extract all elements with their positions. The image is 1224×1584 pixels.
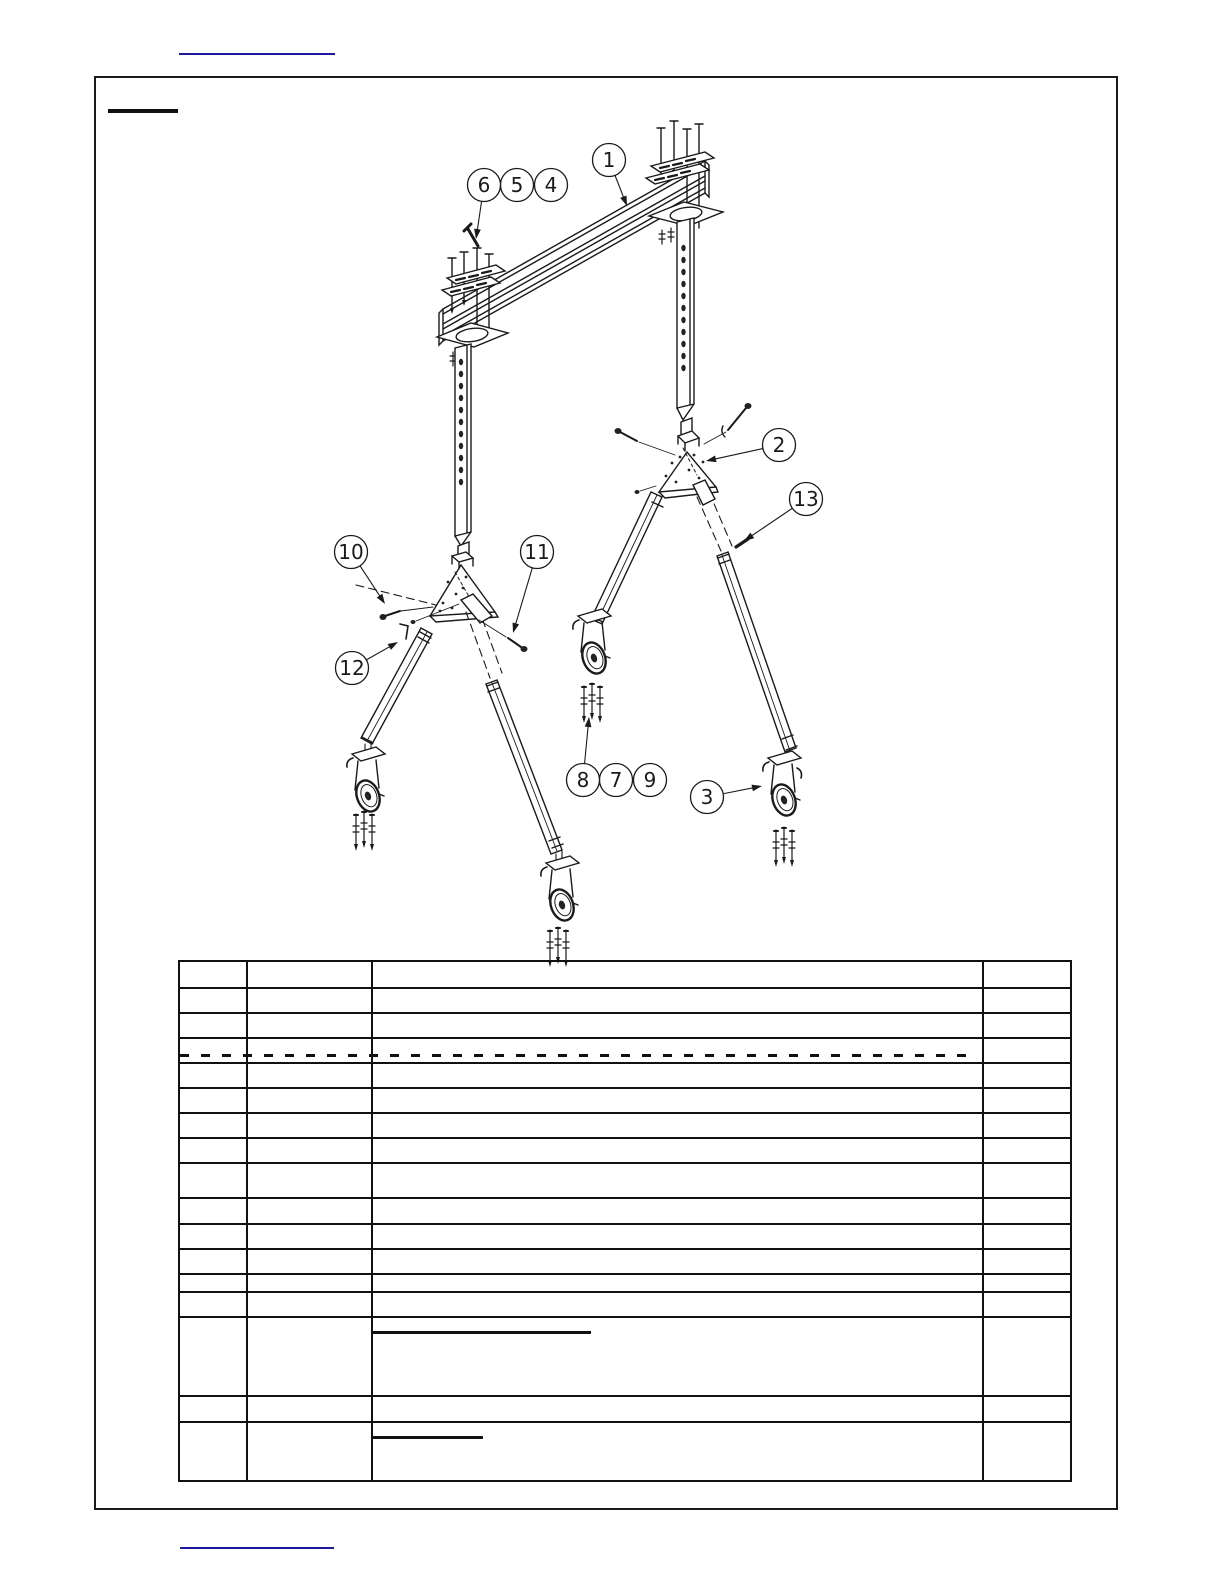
bom-cell bbox=[246, 1139, 371, 1162]
balloon-8 bbox=[567, 717, 600, 797]
caster-rear-right bbox=[763, 751, 802, 819]
bom-cell bbox=[180, 1250, 246, 1273]
bom-cell bbox=[246, 989, 371, 1012]
bom-cell bbox=[180, 1199, 246, 1223]
bom-cell bbox=[180, 989, 246, 1012]
balloon-leader-line bbox=[360, 566, 382, 599]
balloon-leader-line bbox=[515, 568, 533, 627]
bom-cell bbox=[982, 1014, 1070, 1037]
leader-arrowhead bbox=[377, 594, 385, 604]
bom-cell bbox=[246, 1225, 371, 1248]
bom-cell bbox=[246, 1250, 371, 1273]
bom-cell bbox=[982, 1089, 1070, 1112]
balloon-12 bbox=[336, 642, 399, 685]
balloon-leader-line bbox=[723, 787, 756, 794]
bom-cell bbox=[246, 1064, 371, 1087]
bom-cell bbox=[371, 989, 982, 1012]
balloon-number: 10 bbox=[338, 540, 364, 564]
bottom-hyperlink-underline[interactable] bbox=[180, 1547, 334, 1549]
balloon-6 bbox=[468, 169, 501, 240]
balloon-number: 8 bbox=[576, 768, 590, 792]
caster-front-left bbox=[347, 741, 385, 815]
bom-cell bbox=[371, 1164, 982, 1197]
bom-cell bbox=[371, 1275, 982, 1291]
bom-cell bbox=[246, 1293, 371, 1316]
bom-row bbox=[180, 1291, 1070, 1316]
bom-cell bbox=[982, 1225, 1070, 1248]
bom-cell bbox=[982, 1114, 1070, 1137]
left-column bbox=[455, 344, 471, 560]
bom-cell bbox=[180, 1423, 246, 1482]
bom-cell bbox=[371, 1139, 982, 1162]
bom-cell bbox=[982, 1139, 1070, 1162]
bom-cell bbox=[371, 1397, 982, 1421]
bom-cell bbox=[982, 1293, 1070, 1316]
bom-cell bbox=[180, 1164, 246, 1197]
bom-cell bbox=[371, 1293, 982, 1316]
balloon-leader-line bbox=[585, 723, 589, 764]
bom-cell bbox=[180, 1014, 246, 1037]
leader-arrowhead bbox=[585, 717, 592, 727]
caster-bottom-center bbox=[541, 851, 579, 924]
balloon-number: 6 bbox=[477, 173, 491, 197]
leader-arrowhead bbox=[388, 642, 398, 650]
leader-arrowhead bbox=[474, 229, 481, 239]
bom-row bbox=[180, 1162, 1070, 1197]
bom-row bbox=[180, 1062, 1070, 1087]
bom-cell bbox=[982, 1318, 1070, 1395]
leader-arrowhead bbox=[620, 195, 627, 206]
bom-row bbox=[180, 1421, 1070, 1482]
balloon-2 bbox=[706, 429, 796, 463]
bom-cell bbox=[180, 1225, 246, 1248]
bom-cell bbox=[982, 1275, 1070, 1291]
bom-cell bbox=[180, 1064, 246, 1087]
bom-cell bbox=[982, 962, 1070, 987]
caster-bolt-sets bbox=[353, 683, 795, 967]
bom-cell bbox=[246, 1014, 371, 1037]
bom-cell bbox=[982, 1199, 1070, 1223]
bom-row bbox=[180, 1273, 1070, 1291]
balloon-leader-line bbox=[712, 449, 763, 460]
bom-cell bbox=[180, 1139, 246, 1162]
balloon-4 bbox=[535, 169, 568, 202]
bom-cell bbox=[180, 1275, 246, 1291]
balloon-leader-line bbox=[615, 175, 625, 200]
balloon-leader-line bbox=[477, 201, 482, 233]
bom-row bbox=[180, 1012, 1070, 1037]
bom-cell bbox=[371, 1039, 982, 1062]
bom-table bbox=[178, 960, 1072, 1482]
bom-cell bbox=[371, 1064, 982, 1087]
bom-row bbox=[180, 1137, 1070, 1162]
caster-middle-right bbox=[573, 609, 611, 677]
bom-cell bbox=[982, 1164, 1070, 1197]
bom-cell bbox=[246, 1199, 371, 1223]
bom-cell bbox=[246, 962, 371, 987]
bom-long-link-underline[interactable] bbox=[373, 1331, 591, 1334]
bom-row bbox=[180, 1316, 1070, 1395]
balloon-number: 5 bbox=[510, 173, 524, 197]
bom-row bbox=[180, 1087, 1070, 1112]
right-column bbox=[677, 218, 694, 435]
bom-cell bbox=[371, 1114, 982, 1137]
balloon-7 bbox=[600, 764, 633, 797]
leader-arrowhead bbox=[706, 456, 716, 463]
balloon-number: 4 bbox=[544, 173, 558, 197]
left-beam-clamp bbox=[437, 224, 508, 366]
balloon-9 bbox=[634, 764, 667, 797]
bom-cell bbox=[982, 1397, 1070, 1421]
bom-cell bbox=[371, 962, 982, 987]
balloon-number: 9 bbox=[643, 768, 657, 792]
bom-cell bbox=[180, 962, 246, 987]
bom-cell bbox=[246, 1318, 371, 1395]
bom-cell bbox=[180, 1114, 246, 1137]
balloon-11 bbox=[513, 536, 554, 634]
leader-arrowhead bbox=[513, 622, 520, 633]
bom-row bbox=[180, 1037, 1070, 1062]
balloon-number: 3 bbox=[700, 785, 714, 809]
bom-cell bbox=[180, 1293, 246, 1316]
bom-cell bbox=[246, 1397, 371, 1421]
balloon-number: 1 bbox=[602, 148, 616, 172]
bom-cell bbox=[371, 1423, 982, 1482]
bom-cell bbox=[246, 1275, 371, 1291]
bom-cell bbox=[180, 1039, 246, 1062]
bom-cell bbox=[371, 1318, 982, 1395]
bom-cell bbox=[982, 1250, 1070, 1273]
balloon-5 bbox=[501, 169, 534, 202]
bom-cell bbox=[246, 1089, 371, 1112]
balloon-number: 12 bbox=[339, 656, 365, 680]
bom-redacted-dashed-row bbox=[180, 1054, 975, 1057]
bom-cell bbox=[371, 1250, 982, 1273]
bom-row bbox=[180, 1223, 1070, 1248]
bom-cell bbox=[246, 1114, 371, 1137]
bom-cell bbox=[371, 1225, 982, 1248]
balloon-number: 2 bbox=[772, 433, 786, 457]
bom-row bbox=[180, 1197, 1070, 1223]
bom-cell bbox=[982, 1064, 1070, 1087]
leader-arrowhead bbox=[752, 785, 762, 792]
bom-cell bbox=[246, 1039, 371, 1062]
balloon-3 bbox=[691, 781, 763, 814]
balloon-13 bbox=[744, 483, 823, 542]
bom-short-link-underline[interactable] bbox=[373, 1436, 483, 1439]
bom-cell bbox=[246, 1164, 371, 1197]
balloon-number: 13 bbox=[793, 487, 819, 511]
balloon-leader-line bbox=[366, 645, 392, 660]
bom-cell bbox=[982, 989, 1070, 1012]
bom-header-row bbox=[180, 962, 1070, 987]
bom-row bbox=[180, 1248, 1070, 1273]
bom-cell bbox=[246, 1423, 371, 1482]
balloon-10 bbox=[335, 536, 386, 605]
bom-row bbox=[180, 987, 1070, 1012]
bom-cell bbox=[371, 1199, 982, 1223]
bom-cell bbox=[180, 1089, 246, 1112]
balloon-number: 7 bbox=[609, 768, 623, 792]
bom-cell bbox=[371, 1089, 982, 1112]
bom-cell bbox=[371, 1014, 982, 1037]
balloon-leader-line bbox=[749, 508, 792, 537]
balloon-1 bbox=[593, 144, 628, 207]
bom-row bbox=[180, 1395, 1070, 1421]
bom-cell bbox=[180, 1397, 246, 1421]
bom-cell bbox=[180, 1318, 246, 1395]
bom-row bbox=[180, 1112, 1070, 1137]
bom-cell bbox=[982, 1423, 1070, 1482]
balloon-number: 11 bbox=[524, 540, 550, 564]
bom-cell bbox=[982, 1039, 1070, 1062]
